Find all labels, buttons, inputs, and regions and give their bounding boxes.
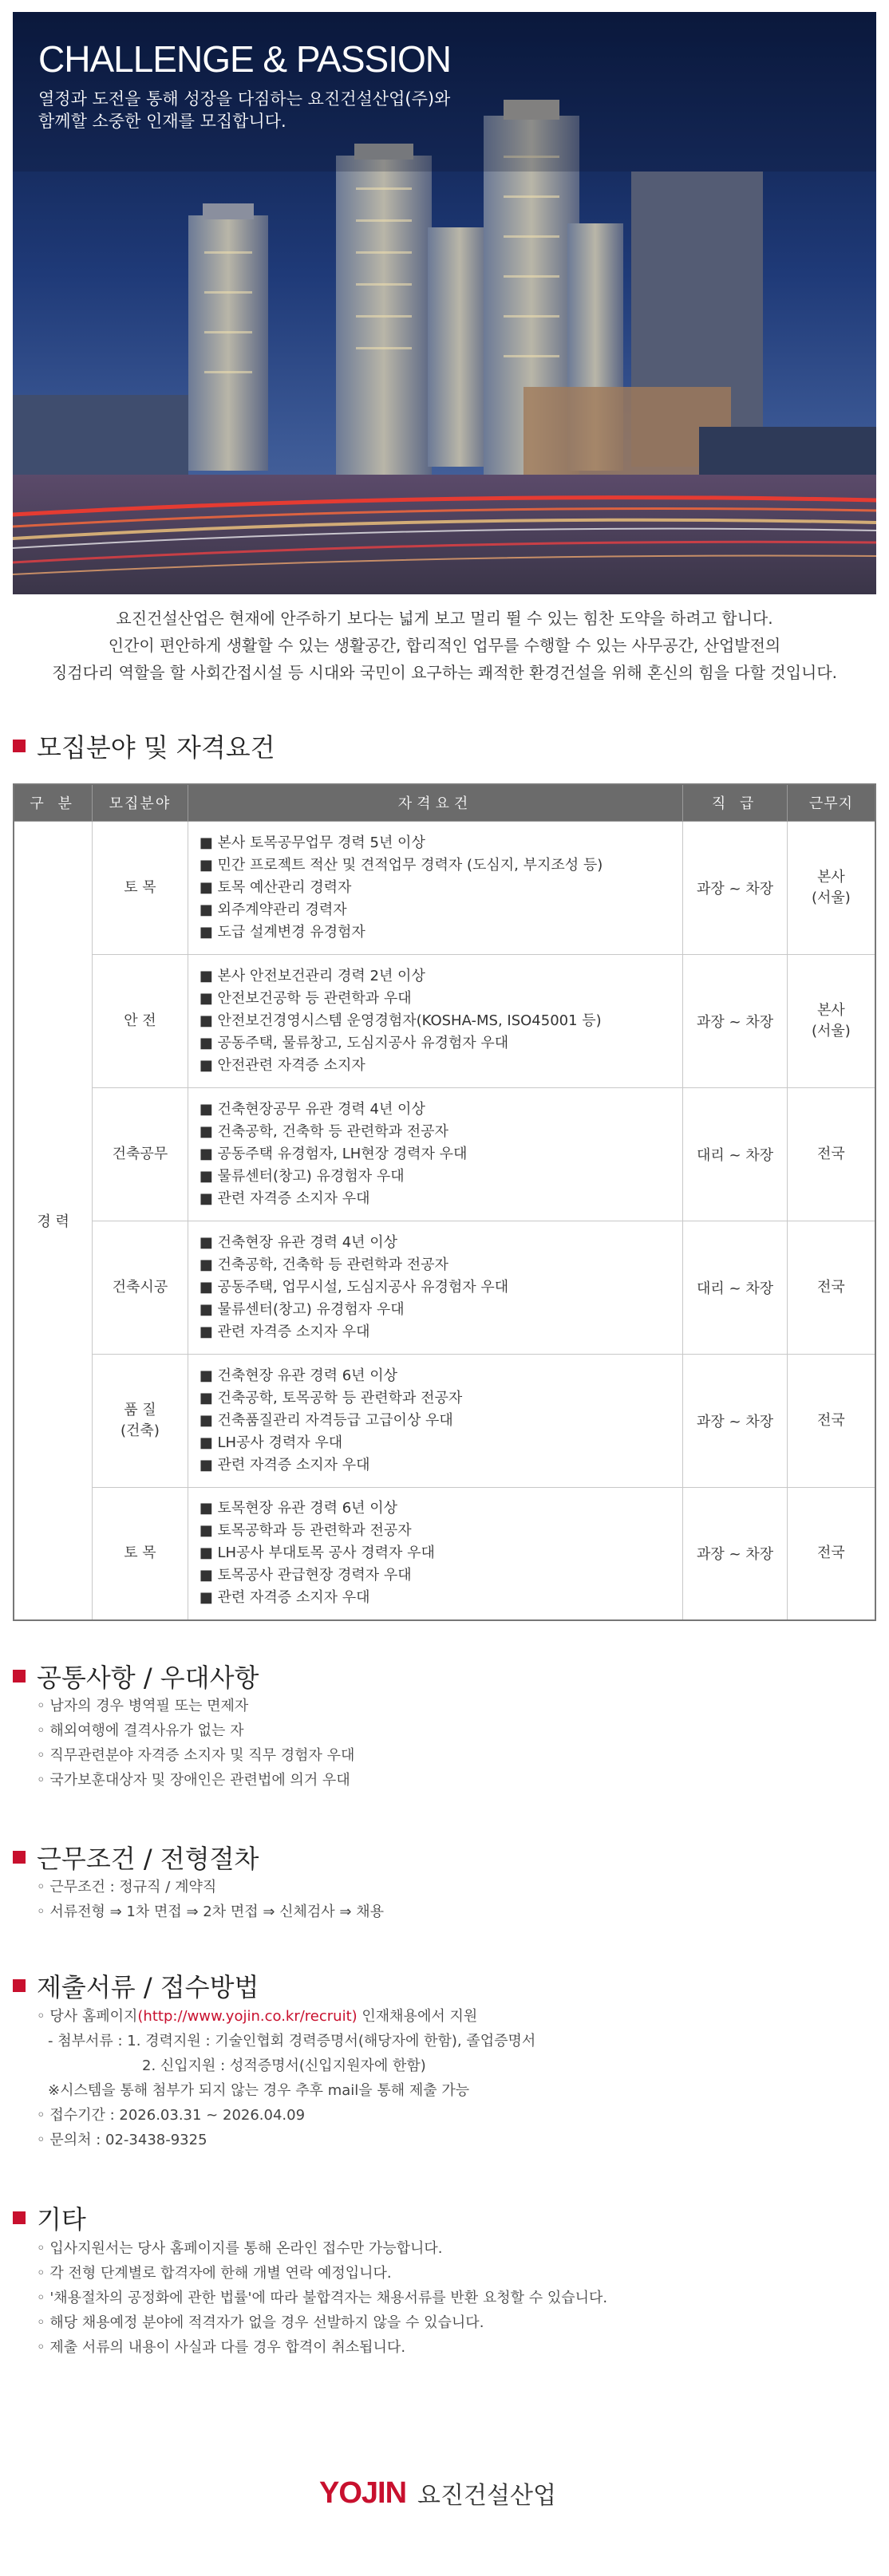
intro-line: 인간이 편안하게 생활할 수 있는 생활공간, 합리적인 업무를 수행할 수 있는 사무공간, 산업발전의 — [108, 636, 781, 655]
list-item: ◦ 직무관련분야 자격증 소지자 및 직무 경험자 우대 — [37, 1743, 354, 1768]
qualification-item: ■ 토목공학과 등 관련학과 전공자 — [200, 1520, 672, 1542]
section-title-etc — [13, 2199, 86, 2236]
qualification-item: ■ 건축공학, 토목공학 등 관련학과 전공자 — [200, 1387, 672, 1410]
requirements-table — [13, 783, 876, 1621]
location-cell — [787, 1354, 875, 1487]
qualifications-cell — [188, 1221, 683, 1354]
hero-title: CHALLENGE & PASSION — [38, 38, 451, 80]
location-label: 전국 — [817, 1145, 845, 1162]
hero-subtitle-line: 함께할 소중한 인재를 모집합니다. — [38, 112, 286, 131]
section-marker-icon — [13, 1851, 26, 1864]
table-row — [14, 821, 875, 954]
list-item: ◦ 남자의 경우 병역필 또는 면제자 — [37, 1694, 354, 1718]
section-title-documents — [13, 1967, 259, 2004]
list-item: ◦ 제출 서류의 내용이 사실과 다를 경우 합격이 취소됩니다. — [37, 2335, 607, 2360]
qualification-item: ■ 본사 안전보건관리 경력 2년 이상 — [200, 965, 672, 988]
qualifications-cell — [188, 1487, 683, 1620]
qualification-item: ■ 건축현장공무 유관 경력 4년 이상 — [200, 1099, 672, 1121]
section-title-conditions — [13, 1839, 259, 1876]
rank-cell: 과장 ~ 차장 — [683, 821, 788, 954]
field-label: (건축) — [121, 1422, 160, 1439]
location-label: (서울) — [812, 1022, 851, 1039]
section-title-text: 공통사항 / 우대사항 — [37, 1663, 259, 1693]
section-title-text: 제출서류 / 접수방법 — [37, 1972, 259, 2002]
logo-korean-name: 요진건설산업 — [417, 2482, 556, 2510]
column-header: 구 분 — [14, 784, 93, 821]
field-cell — [93, 1354, 188, 1487]
field-cell — [93, 1221, 188, 1354]
qualification-item: ■ 도급 설계변경 유경험자 — [200, 921, 672, 944]
section-marker-icon — [13, 1670, 26, 1682]
location-label: 본사 — [817, 1001, 845, 1019]
field-label: 건축공무 — [112, 1145, 168, 1162]
table-row — [14, 1354, 875, 1487]
qualifications-cell — [188, 954, 683, 1087]
hero-subtitle-line: 열정과 도전을 통해 성장을 다짐하는 요진건설산업(주)와 — [38, 89, 451, 108]
table-row — [14, 1487, 875, 1620]
table-row — [14, 1087, 875, 1221]
qualification-item: ■ 물류센터(창고) 유경험자 우대 — [200, 1166, 672, 1188]
rank-cell: 과장 ~ 차장 — [683, 1487, 788, 1620]
qualification-item: ■ 공동주택, 물류창고, 도심지공사 유경험자 우대 — [200, 1032, 672, 1055]
field-cell — [93, 954, 188, 1087]
qualification-item: ■ 토목공사 관급현장 경력자 우대 — [200, 1564, 672, 1587]
section-marker-icon — [13, 2211, 26, 2224]
field-label: 품 질 — [124, 1401, 156, 1418]
logo-wordmark: YOJIN — [319, 2475, 407, 2510]
attachment-line: - 첨부서류 : 1. 경력지원 : 기술인협회 경력증명서(해당자에 한함), 졸업증명서 — [48, 2033, 536, 2049]
company-logo — [319, 2473, 556, 2513]
qualification-item: ■ 안전관련 자격증 소지자 — [200, 1055, 672, 1077]
list-item: ◦ 해외여행에 결격사유가 없는 자 — [37, 1718, 354, 1743]
qualification-item: ■ 공동주택, 업무시설, 도심지공사 유경험자 우대 — [200, 1276, 672, 1299]
qualification-item: ■ 건축품질관리 자격등급 고급이상 우대 — [200, 1410, 672, 1432]
hero-subtitle — [38, 88, 450, 132]
rank-cell: 과장 ~ 차장 — [683, 954, 788, 1087]
list-item: ◦ 각 전형 단계별로 합격자에 한해 개별 연락 예정입니다. — [37, 2261, 607, 2286]
qualification-item: ■ 공동주택 유경험자, LH현장 경력자 우대 — [200, 1143, 672, 1166]
column-header: 자격요건 — [188, 784, 683, 821]
qualification-item: ■ 본사 토목공무업무 경력 5년 이상 — [200, 832, 672, 854]
location-cell — [787, 954, 875, 1087]
column-header: 근무지 — [787, 784, 875, 821]
field-cell — [93, 821, 188, 954]
field-label: 안 전 — [124, 1012, 156, 1029]
qualification-item: ■ 안전보건경영시스템 운영경험자(KOSHA-MS, ISO45001 등) — [200, 1010, 672, 1032]
list-item — [37, 2004, 535, 2029]
hero-banner — [13, 12, 876, 594]
location-cell — [787, 1221, 875, 1354]
qualification-item: ■ 물류센터(창고) 유경험자 우대 — [200, 1299, 672, 1321]
qualification-item: ■ 관련 자격증 소지자 우대 — [200, 1188, 672, 1210]
attachment-line: 2. 신입지원 : 성적증명서(신입지원자에 한함) — [142, 2057, 426, 2074]
list-item: ◦ 입사지원서는 당사 홈페이지를 통해 온라인 접수만 가능합니다. — [37, 2236, 607, 2261]
qualification-item: ■ 건축공학, 건축학 등 관련학과 전공자 — [200, 1254, 672, 1276]
location-cell — [787, 1087, 875, 1221]
rank-cell: 대리 ~ 차장 — [683, 1087, 788, 1221]
list-item: ◦ 문의처 : 02-3438-9325 — [37, 2128, 535, 2152]
table-row — [14, 954, 875, 1087]
intro-line: 요진건설산업은 현재에 안주하기 보다는 넓게 보고 멀리 뛸 수 있는 힘찬 도약을 하려고 합니다. — [116, 609, 773, 628]
table-header-row — [14, 784, 875, 821]
intro-line: 징검다리 역할을 할 사회간접시설 등 시대와 국민이 요구하는 쾌적한 환경건설을 위해 혼신의 힘을 다할 것입니다. — [51, 663, 838, 682]
column-header: 모집분야 — [93, 784, 188, 821]
qualification-item: ■ 건축공학, 건축학 등 관련학과 전공자 — [200, 1121, 672, 1143]
location-label: 본사 — [817, 868, 845, 886]
qualification-item: ■ LH공사 부대토목 공사 경력자 우대 — [200, 1542, 672, 1564]
section-title-common — [13, 1658, 259, 1694]
qualifications-cell — [188, 1087, 683, 1221]
documents-list — [37, 2004, 535, 2152]
location-label: 전국 — [817, 1544, 845, 1562]
field-label: 건축시공 — [112, 1278, 168, 1296]
qualification-item: ■ 건축현장 유관 경력 4년 이상 — [200, 1232, 672, 1254]
section-title-recruit — [13, 728, 275, 764]
qualification-item: ■ 안전보건공학 등 관련학과 우대 — [200, 988, 672, 1010]
field-cell — [93, 1487, 188, 1620]
table-row — [14, 1221, 875, 1354]
recruit-link[interactable]: (http://www.yojin.co.kr/recruit) — [137, 2008, 358, 2025]
section-marker-icon — [13, 740, 26, 752]
etc-list — [37, 2236, 607, 2360]
list-item: ◦ '채용절차의 공정화에 관한 법률'에 따라 불합격자는 채용서류를 반환 요청할 수 있습니다. — [37, 2286, 607, 2310]
qualifications-cell — [188, 1354, 683, 1487]
field-cell — [93, 1087, 188, 1221]
rank-cell: 대리 ~ 차장 — [683, 1221, 788, 1354]
qualification-item: ■ 관련 자격증 소지자 우대 — [200, 1454, 672, 1477]
list-item: ◦ 근무조건 : 정규직 / 계약직 — [37, 1875, 384, 1899]
category-cell: 경 력 — [14, 821, 93, 1620]
qualification-item: ■ 민간 프로젝트 적산 및 견적업무 경력자 (도심지, 부지조성 등) — [200, 854, 672, 877]
location-label: (서울) — [812, 889, 851, 906]
column-header: 직 급 — [683, 784, 788, 821]
qualification-item: ■ 관련 자격증 소지자 우대 — [200, 1321, 672, 1343]
section-marker-icon — [13, 1979, 26, 1992]
intro-text — [0, 605, 889, 686]
location-label: 전국 — [817, 1411, 845, 1429]
rank-cell: 과장 ~ 차장 — [683, 1354, 788, 1487]
location-label: 전국 — [817, 1278, 845, 1296]
field-label: 토 목 — [124, 1544, 156, 1562]
qualification-item: ■ 외주계약관리 경력자 — [200, 899, 672, 921]
qualification-item: ■ 토목현장 유관 경력 6년 이상 — [200, 1497, 672, 1520]
list-item: ◦ 접수기간 : 2026.03.31 ~ 2026.04.09 — [37, 2103, 535, 2128]
apply-text: 인재채용에서 지원 — [357, 2008, 478, 2025]
qualification-item: ■ 건축현장 유관 경력 6년 이상 — [200, 1365, 672, 1387]
list-item: ◦ 국가보훈대상자 및 장애인은 관련법에 의거 우대 — [37, 1768, 354, 1793]
list-item: ◦ 해당 채용예정 분야에 적격자가 없을 경우 선발하지 않을 수 있습니다. — [37, 2310, 607, 2335]
location-cell — [787, 821, 875, 954]
qualification-item: ■ LH공사 경력자 우대 — [200, 1432, 672, 1454]
location-cell — [787, 1487, 875, 1620]
field-label: 토 목 — [124, 878, 156, 896]
conditions-list — [37, 1875, 384, 1924]
qualification-item: ■ 관련 자격증 소지자 우대 — [200, 1587, 672, 1609]
apply-text: 당사 홈페이지 — [49, 2008, 138, 2025]
section-title-text: 근무조건 / 전형절차 — [37, 1844, 259, 1874]
common-list — [37, 1694, 354, 1793]
list-item: ◦ 서류전형 ⇒ 1차 면접 ⇒ 2차 면접 ⇒ 신체검사 ⇒ 채용 — [37, 1899, 384, 1924]
qualifications-cell — [188, 821, 683, 954]
section-title-text: 모집분야 및 자격요건 — [37, 732, 275, 763]
qualification-item: ■ 토목 예산관리 경력자 — [200, 877, 672, 899]
section-title-text: 기타 — [37, 2204, 86, 2235]
note-line: ※시스템을 통해 첨부가 되지 않는 경우 추후 mail을 통해 제출 가능 — [48, 2082, 470, 2099]
